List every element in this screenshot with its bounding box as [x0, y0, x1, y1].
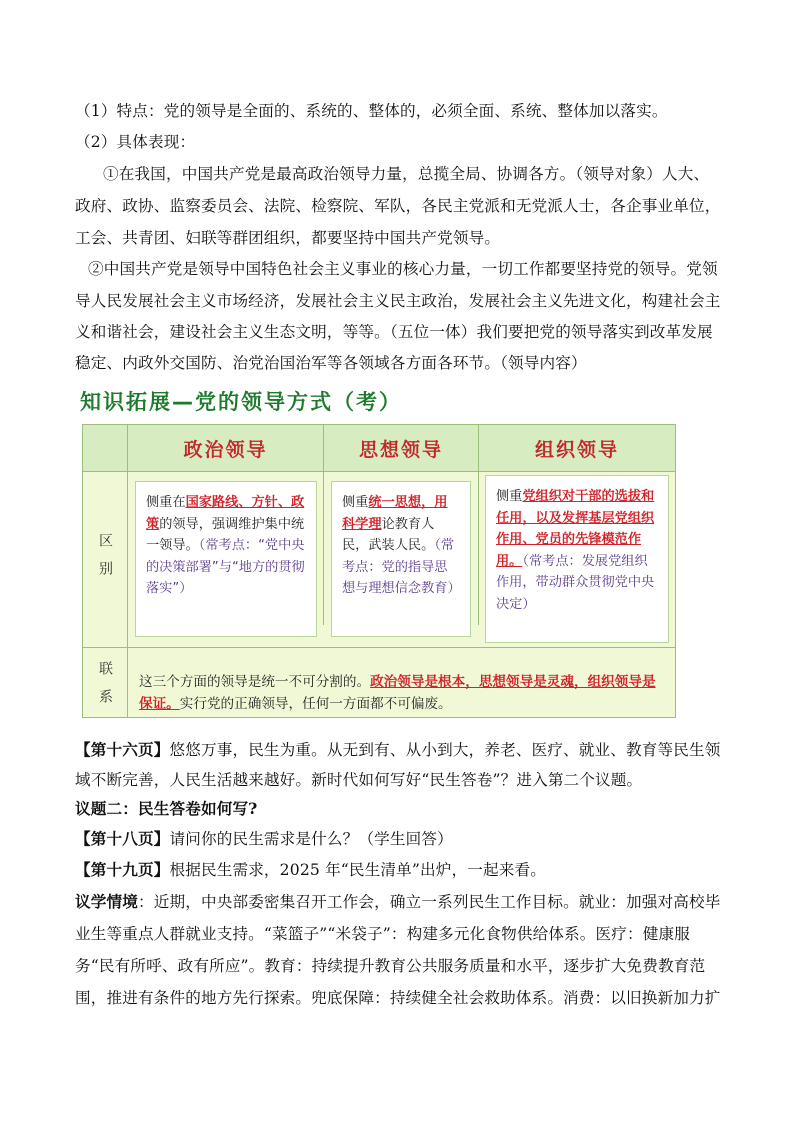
- page16-text: 悠悠万事，民生为重。从无到有、从小到大，养老、医疗、就业、教育等民生领: [169, 741, 721, 759]
- situation-line: [75, 892, 735, 912]
- manifestation-heading: （2）具体表现：: [75, 133, 196, 151]
- page-tag: 【第十六页】: [75, 740, 170, 759]
- paragraph-line: 政府、政协、监察委员会、法院、检察院、军队，各民主党派和无党派人士，各企事业单位，: [75, 197, 721, 215]
- paragraph-line: 导人民发展社会主义市场经济，发展社会主义民主政治，发展社会主义先进文化，构建社会主: [75, 292, 721, 310]
- row-label-difference: 区别: [97, 533, 113, 589]
- feature-line: （1）特点：党的领导是全面的、系统的、整体的，必须全面、系统、整体加以落实。: [75, 102, 668, 120]
- page18-line: [75, 829, 735, 849]
- situation-line-3: 务“民有所呼、政有所应”。教育：持续提升教育公共服务质量和水平，逐步扩大免费教育范: [75, 957, 706, 975]
- key-phrase: 政治领导是根本，思想领导是灵魂，组织领导是保证。: [139, 674, 656, 712]
- page18-text: 请问你的民生需求是什么？（学生回答）: [169, 830, 453, 848]
- page-tag: 【第十九页】: [75, 860, 170, 879]
- card-text: 的领导，强调维护集中统一领导。: [146, 516, 305, 553]
- exam-note: （常考点：“党中央的决策部署”与“地方的贯彻落实”）: [146, 538, 305, 596]
- link-text: [139, 671, 659, 715]
- key-phrase: 统一思想，用科学理: [342, 495, 448, 532]
- paragraph-line: ②中国共产党是领导中国特色社会主义事业的核心力量，一切工作都要坚持党的领导。党领: [88, 260, 718, 278]
- situation-line-4: 围，推进有条件的地方先行探索。兜底保障：持续健全社会救助体系。消费：以旧换新加力扩: [75, 989, 721, 1007]
- political-card: [135, 481, 317, 637]
- paragraph-line: 工会、共青团、妇联等群团组织，都要坚持中国共产党领导。: [75, 229, 501, 247]
- paragraph-line: 稳定、内政外交国防、治党治国治军等各领域各方面各环节。（领导内容）: [75, 354, 587, 372]
- link-text-part: 这三个方面的领导是统一不可分割的。: [139, 674, 371, 690]
- card-text: 侧重: [496, 489, 523, 504]
- knowledge-extension-figure: [72, 380, 672, 720]
- key-phrase: 国家路线、方针、政策: [146, 495, 305, 532]
- card-text: 侧重在: [146, 495, 186, 510]
- card-text: 侧重: [342, 495, 369, 510]
- header-political: 政治领导: [128, 425, 323, 471]
- corner-cell: [83, 425, 127, 471]
- leadership-table: [82, 424, 676, 718]
- exam-note: （常考点：发展党组织作用，带动群众贯彻党中央决定）: [496, 553, 655, 612]
- ideological-card: [331, 481, 471, 637]
- situation-line-2: 业生等重点人群就业支持。“菜篮子”“米袋子”：构建多元化食物供给体系。医疗：健康服: [75, 925, 691, 943]
- divider: [83, 471, 675, 472]
- divider: [323, 425, 324, 625]
- header-organizational: 组织领导: [479, 425, 675, 471]
- exam-note: （常考点：党的指导思想与理想信念教育）: [342, 538, 461, 596]
- row-label-link: 联系: [97, 661, 113, 717]
- topic-two-heading: 议题二：民生答卷如何写?: [75, 799, 258, 818]
- link-text-part: 实行党的正确领导，任何一方面都不可偏废。: [179, 696, 452, 712]
- key-phrase: 党组织对干部的选拔和任用，以及发挥基层党组织作用、党员的先锋模范作用。: [496, 489, 655, 569]
- extension-title: 知识拓展—党的领导方式（考）: [80, 390, 402, 414]
- page16-line-2: 域不断完善，人民生活越来越好。新时代如何写好“民生答卷”？进入第二个议题。: [75, 771, 643, 789]
- situation-text: ：近期，中央部委密集召开工作会，确立一系列民生工作目标。就业：加强对高校毕: [137, 893, 721, 911]
- page19-text: 根据民生需求，2025 年“民生清单”出炉，一起来看。: [169, 861, 546, 879]
- page16-line: [75, 740, 735, 760]
- page19-line: [75, 860, 735, 880]
- header-ideological: 思想领导: [324, 425, 478, 471]
- situation-tag: 议学情境: [75, 892, 138, 911]
- divider: [83, 647, 675, 648]
- divider: [478, 425, 479, 625]
- paragraph-line: 义和谐社会，建设社会主义生态文明，等等。（五位一体）我们要把党的领导落实到改革发展: [75, 323, 713, 341]
- card-text: 论教育人民，武装人民。: [342, 516, 435, 553]
- paragraph-line: ①在我国，中国共产党是最高政治领导力量，总揽全局、协调各方。（领导对象）人大、: [103, 165, 710, 183]
- organizational-card: [485, 475, 669, 643]
- divider: [127, 425, 128, 717]
- page-tag: 【第十八页】: [75, 829, 170, 848]
